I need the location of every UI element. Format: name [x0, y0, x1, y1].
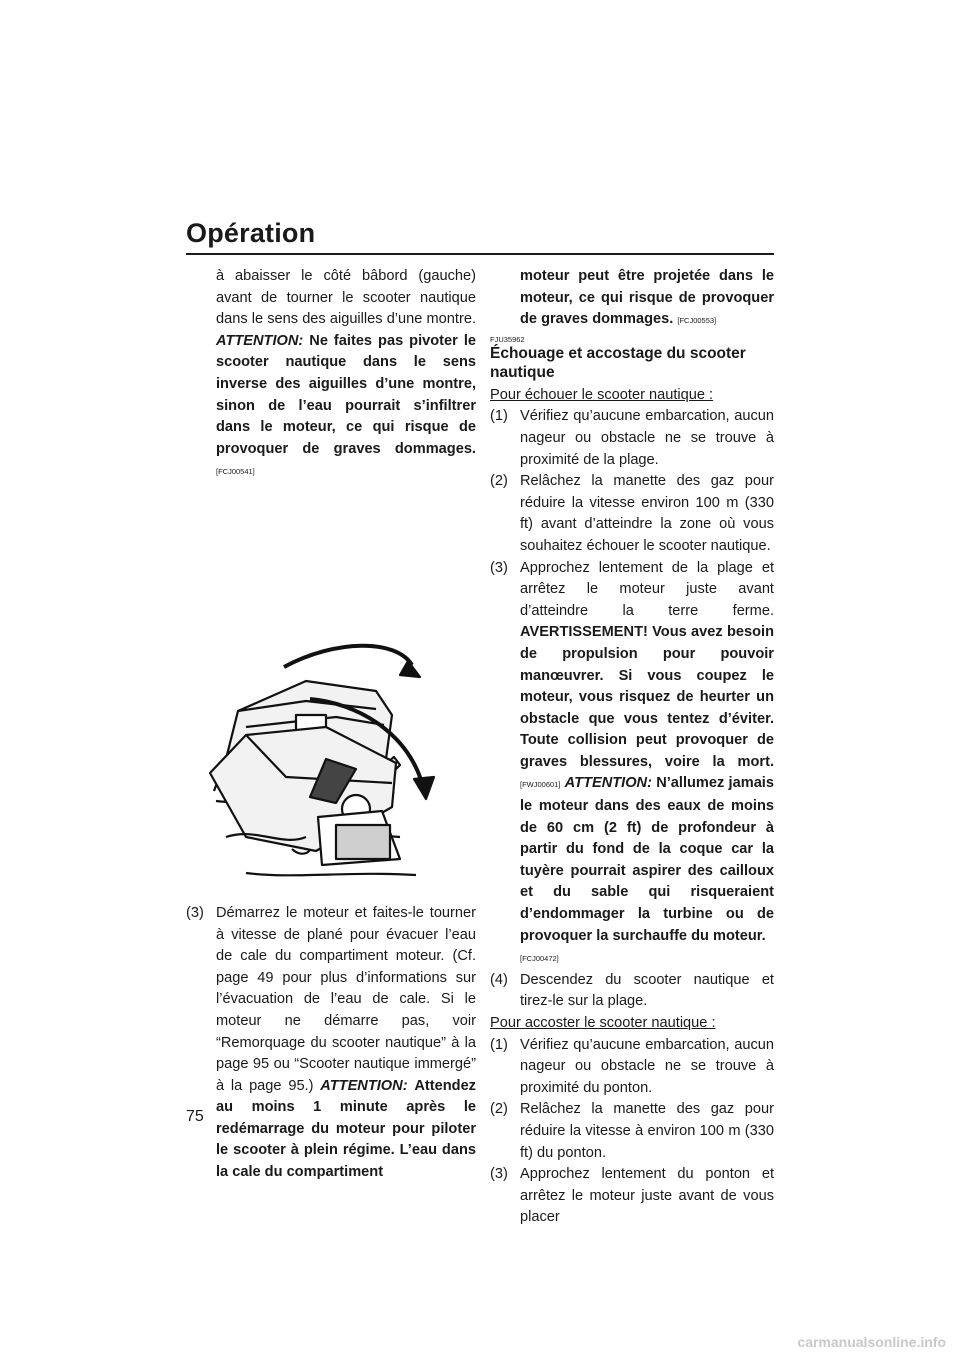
step-text: Approchez lentement du ponton et arrêtez le moteur juste avant de vous placer	[520, 1166, 774, 1226]
step-number: (1)	[490, 408, 508, 425]
step-text: Démarrez le moteur et faites-le tourner à vitesse de plané pour évacuer l’eau de cale du compartiment moteur. (Cf. page 49 pour plus d’informations sur l’évacuation de l’eau de cale. Si le moteur ne démarre pas, voir “Remorquage du scooter nautique” à la page 95 ou “Scooter nautique immergé” à la page 95.)	[216, 904, 476, 1094]
attention-code: [FCJ00541]	[216, 467, 255, 477]
intro-text: à abaisser le côté bâbord (gauche) avant de tourner le scooter nautique dans le sens des aiguilles d’une montre.	[216, 268, 476, 328]
right-column	[490, 266, 774, 1229]
step-number: (1)	[490, 1036, 508, 1053]
page-number: 75	[186, 1108, 204, 1125]
step-text: Approchez lentement de la plage et arrêtez le moteur juste avant d’atteindre la terre ferme.	[520, 559, 774, 619]
attention-code: [FCJ00472]	[520, 954, 559, 964]
attention-text: N’allumez jamais le moteur dans des eaux de moins de 60 cm (2 ft) de profondeur à partir du fond de la coque car la tuyère pourrait aspirer des cailloux et du sable qui risqueraient d’endommager la turbine ou de provoquer la surchauffe du moteur.	[520, 775, 774, 944]
attention-label: ATTENTION:	[564, 775, 652, 792]
step-number: (2)	[490, 1101, 508, 1118]
dock-step-3	[490, 1164, 774, 1229]
beach-step-3	[490, 558, 774, 970]
title-divider	[186, 253, 774, 255]
step-number: (3)	[490, 1166, 508, 1183]
section-code: FJU35962	[490, 334, 525, 344]
step-number: (2)	[490, 473, 508, 490]
step-text: Descendez du scooter nautique et tirez-le sur la plage.	[520, 971, 774, 1010]
step-number: (4)	[490, 971, 508, 988]
continuation-paragraph	[490, 266, 774, 332]
step-text: Relâchez la manette des gaz pour réduire la vitesse à environ 100 m (330 ft) du ponton.	[520, 1101, 774, 1161]
intro-paragraph	[186, 266, 476, 483]
step-text: Vérifiez qu’aucune embarcation, aucun nageur ou obstacle ne se trouve à proximité de la plage.	[520, 408, 774, 468]
warning-code: [FWJ00601]	[520, 780, 561, 790]
step-text: Vérifiez qu’aucune embarcation, aucun nageur ou obstacle ne se trouve à proximité du ponton.	[520, 1036, 774, 1096]
step-number: (3)	[186, 904, 204, 921]
continuation-code: [FCJ00553]	[677, 316, 717, 326]
attention-label: ATTENTION:	[320, 1077, 408, 1094]
continuation-text: moteur peut être projetée dans le moteur, ce qui risque de provoquer de graves dommages.	[520, 268, 774, 328]
dock-heading: Pour accoster le scooter nautique :	[490, 1015, 716, 1031]
watermark: carmanualsonline.info	[797, 1334, 946, 1350]
step-3-restart	[186, 903, 476, 1184]
step-text: Relâchez la manette des gaz pour réduire la vitesse environ 100 m (330 ft) avant d’atteindre la zone où vous souhaitez échouer le scooter nautique.	[520, 473, 774, 554]
beach-step-2	[490, 471, 774, 557]
attention-text: Attendez au moins 1 minute après le redémarrage du moteur pour piloter le scooter à plein régime. L’eau dans la cale du compartiment	[216, 1077, 476, 1181]
section-title: Échouage et accostage du scooter nautique	[490, 344, 746, 381]
warning-text: AVERTISSEMENT! Vous avez besoin de propulsion pour pouvoir manœuvrer. Si vous coupez le moteur, vous risquez de heurter un obstacle que vous tentez d’éviter. Toute collision peut provoquer de graves blessures, voire la mort.	[520, 624, 774, 770]
dock-step-1	[490, 1035, 774, 1100]
attention-label: ATTENTION:	[216, 332, 304, 349]
step-body	[216, 903, 476, 1184]
page-title: Opération	[186, 218, 316, 248]
beach-step-1	[490, 406, 774, 471]
beach-step-4	[490, 970, 774, 1013]
step-number: (3)	[490, 559, 508, 576]
beach-heading: Pour échouer le scooter nautique :	[490, 386, 714, 403]
attention-text: Ne faites pas pivoter le scooter nautique dans le sens inverse des aiguilles d’une montre, sinon de l’eau pourrait s’infiltrer dans le moteur, ce qui risque de provoquer de graves dommages.	[216, 332, 476, 457]
left-column	[186, 266, 476, 1184]
dock-step-2	[490, 1099, 774, 1164]
step-body	[520, 558, 774, 970]
